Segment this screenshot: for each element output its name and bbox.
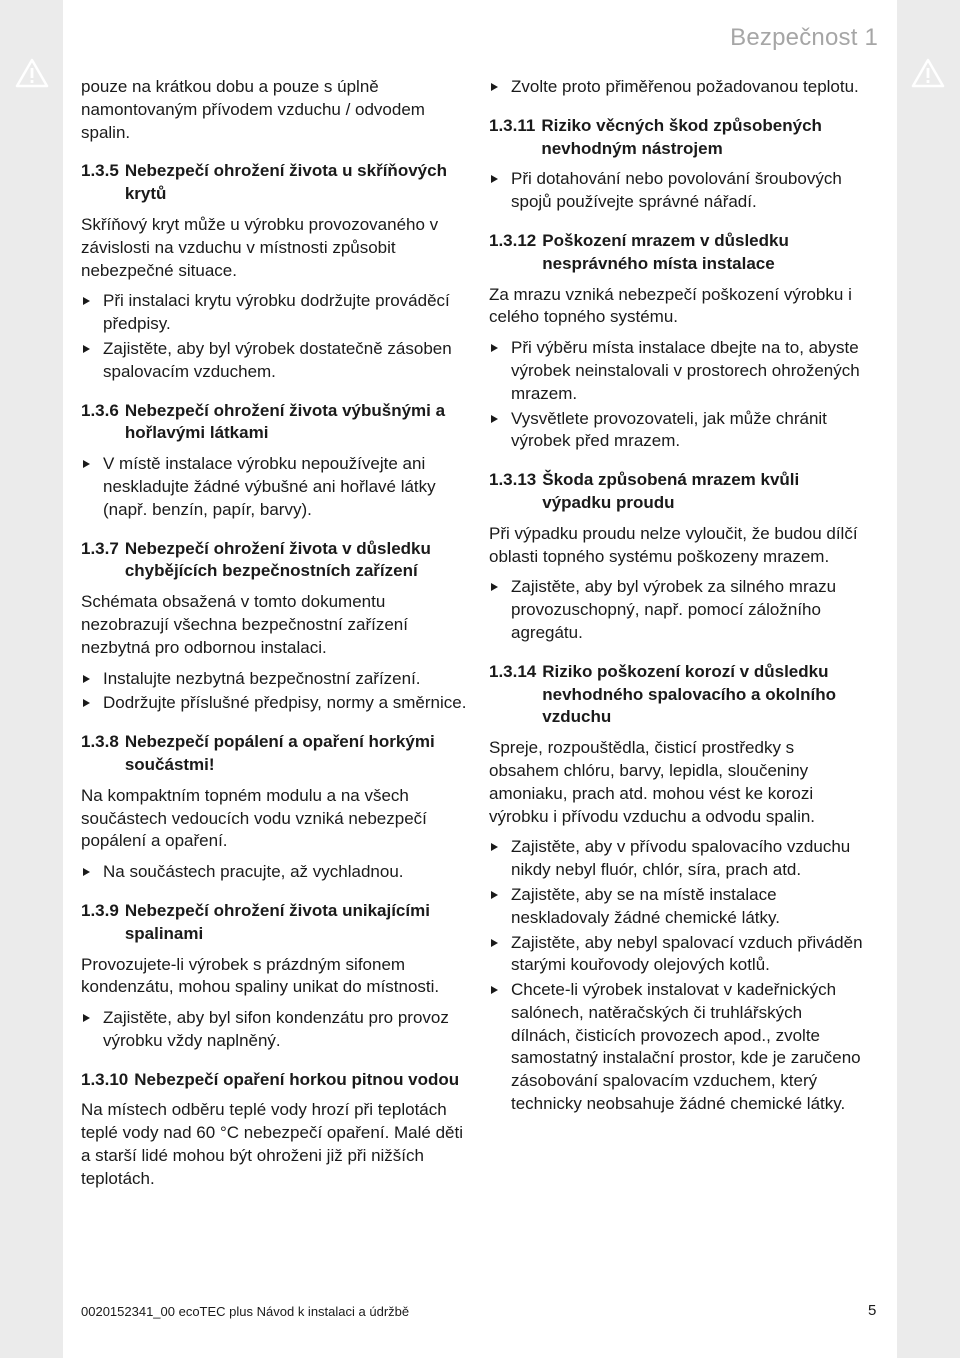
section-paragraph: Na místech odběru teplé vody hrozí při teplotách teplé vody nad 60 °C nebezpečí opaření. Malé děti a starší lidé mohou být ohroženi již při nižších teplotách.: [81, 1100, 463, 1188]
section-paragraph: Skříňový kryt může u výrobku provozovaného v závislosti na vzduchu v místnosti způsobit nebezpečné situace.: [81, 214, 439, 280]
section-number: 1.3.6: [81, 400, 119, 420]
bullet-item: Zajistěte, aby byl sifon kondenzátu pro provoz výrobku vždy naplněný.: [81, 1007, 469, 1053]
section-heading: [489, 661, 864, 729]
section-title: Nebezpečí popálení a opaření horkými součástmi!: [124, 732, 435, 774]
bullet-item: Dodržujte příslušné předpisy, normy a směrnice.: [81, 692, 469, 715]
bullet-list: [81, 861, 469, 884]
section-number: 1.3.13: [489, 470, 537, 490]
right-side-strip: [897, 0, 960, 1358]
bullet-list: [81, 1007, 469, 1053]
section-title: Nebezpečí opaření horkou pitnou vodou: [134, 1069, 460, 1089]
section-heading: [81, 400, 469, 446]
section-heading: [81, 900, 469, 946]
section-title: Riziko poškození korozí v důsledku nevhodného spalovacího a okolního vzduchu: [542, 661, 837, 727]
section-paragraph: Spreje, rozpouštědla, čisticí prostředky s obsahem chlóru, barvy, lepidla, sloučeniny amoniaku, prach atd. mohou vést ke korozi výrobku i přívodu vzduchu a odvodu spalin.: [489, 738, 816, 826]
section-paragraph: Při výpadku proudu nelze vyloučit, že budou dílčí oblasti topného systému poškozeny mrazem.: [489, 523, 858, 566]
page-header-title: Bezpečnost 1: [730, 24, 878, 51]
section-number: 1.3.5: [81, 161, 119, 181]
bullet-item: Zajistěte, aby byl výrobek dostatečně zásoben spalovacím vzduchem.: [81, 338, 469, 384]
warning-triangle-icon: [911, 58, 945, 88]
bullet-list: [489, 836, 864, 1116]
section-title: Nebezpečí ohrožení života v důsledku chybějících bezpečnostních zařízení: [124, 538, 431, 581]
right-column: [489, 76, 864, 1132]
section-number: 1.3.9: [81, 900, 119, 920]
section-number: 1.3.11: [489, 115, 536, 135]
bullet-list: [489, 168, 864, 214]
section-heading: [81, 160, 469, 206]
bullet-item: Zajistěte, aby v přívodu spalovacího vzduchu nikdy nebyl fluór, chlór, síra, prach atd.: [489, 836, 864, 882]
bullet-list: [81, 668, 469, 716]
bullet-item: Při výběru místa instalace dbejte na to, abyste výrobek neinstalovali v prostorech ohrožených mrazem.: [489, 337, 864, 405]
bullet-item: Při instalaci krytu výrobku dodržujte prováděcí předpisy.: [81, 290, 469, 336]
section-number: 1.3.14: [489, 661, 537, 681]
section-paragraph: Na kompaktním topném modulu a na všech součástech vedoucích vodu vzniká nebezpečí popálení a opaření.: [81, 785, 427, 851]
bullet-list: [489, 76, 864, 99]
bullet-item: Zajistěte, aby se na místě instalace neskladovaly žádné chemické látky.: [489, 884, 864, 930]
warning-triangle-icon: [15, 58, 49, 88]
section-title: Riziko věcných škod způsobených nevhodným nástrojem: [541, 115, 822, 158]
section-title: Škoda způsobená mrazem kvůli výpadku proudu: [542, 470, 800, 512]
section-heading: [81, 1069, 469, 1092]
bullet-item: Vysvětlete provozovateli, jak může chránit výrobek před mrazem.: [489, 408, 864, 454]
left-side-strip: [0, 0, 63, 1358]
section-title: Poškození mrazem v důsledku nesprávného místa instalace: [542, 230, 789, 273]
bullet-item: Zajistěte, aby byl výrobek za silného mrazu provozuschopný, např. pomocí záložního agregátu.: [489, 576, 864, 644]
footer-document-info: 0020152341_00 ecoTEC plus Návod k instalaci a údržbě: [81, 1304, 410, 1319]
section-paragraph: Schémata obsažená v tomto dokumentu nezobrazují všechna bezpečnostní zařízení nezbytná pro odbornou instalaci.: [81, 592, 408, 657]
page-number: 5: [868, 1302, 877, 1319]
section-heading: [489, 115, 864, 161]
section-heading: [489, 230, 864, 276]
section-heading: [489, 469, 864, 515]
bullet-list: [489, 337, 864, 453]
section-title: Nebezpečí ohrožení života unikajícími spalinami: [124, 900, 430, 943]
bullet-list: [81, 453, 469, 521]
section-number: 1.3.7: [81, 538, 119, 558]
bullet-item: Chcete-li výrobek instalovat v kadeřnických salónech, natěračských či truhlářských dílnách, čisticích provozech apod., zvolte samostatný instalační prostor, kde je zaručeno zásobování spalovacím vzduchem, který technicky neobsahuje žádné chemické látky.: [489, 979, 864, 1116]
section-heading: [81, 538, 469, 584]
bullet-item: V místě instalace výrobku nepoužívejte ani neskladujte žádné výbušné ani hořlavé látky (např. benzín, papír, barvy).: [81, 453, 469, 521]
bullet-item: Zajistěte, aby nebyl spalovací vzduch přiváděn starými kouřovody olejových kotlů.: [489, 932, 864, 978]
section-number: 1.3.10: [81, 1069, 129, 1089]
bullet-item: Instalujte nezbytná bezpečnostní zařízení.: [81, 668, 469, 691]
section-number: 1.3.12: [489, 230, 537, 250]
section-number: 1.3.8: [81, 732, 119, 752]
bullet-list: [489, 576, 864, 644]
intro-text: pouze na krátkou dobu a pouze s úplně namontovaným přívodem vzduchu / odvodem spalin.: [81, 77, 425, 142]
section-paragraph: Za mrazu vzniká nebezpečí poškození výrobku i celého topného systému.: [489, 284, 852, 327]
section-title: Nebezpečí ohrožení života výbušnými a hořlavými látkami: [124, 400, 446, 443]
section-title: Nebezpečí ohrožení života u skříňových krytů: [124, 161, 447, 204]
bullet-item: Na součástech pracujte, až vychladnou.: [81, 861, 469, 884]
section-paragraph: Provozujete-li výrobek s prázdným sifonem kondenzátu, mohou spaliny unikat do místnosti.: [81, 954, 440, 997]
bullet-item: Při dotahování nebo povolování šroubových spojů používejte správné nářadí.: [489, 168, 864, 214]
section-heading: [81, 731, 469, 777]
bullet-item: Zvolte proto přiměřenou požadovanou teplotu.: [489, 76, 864, 99]
bullet-list: [81, 290, 469, 383]
left-column: [81, 76, 469, 1199]
